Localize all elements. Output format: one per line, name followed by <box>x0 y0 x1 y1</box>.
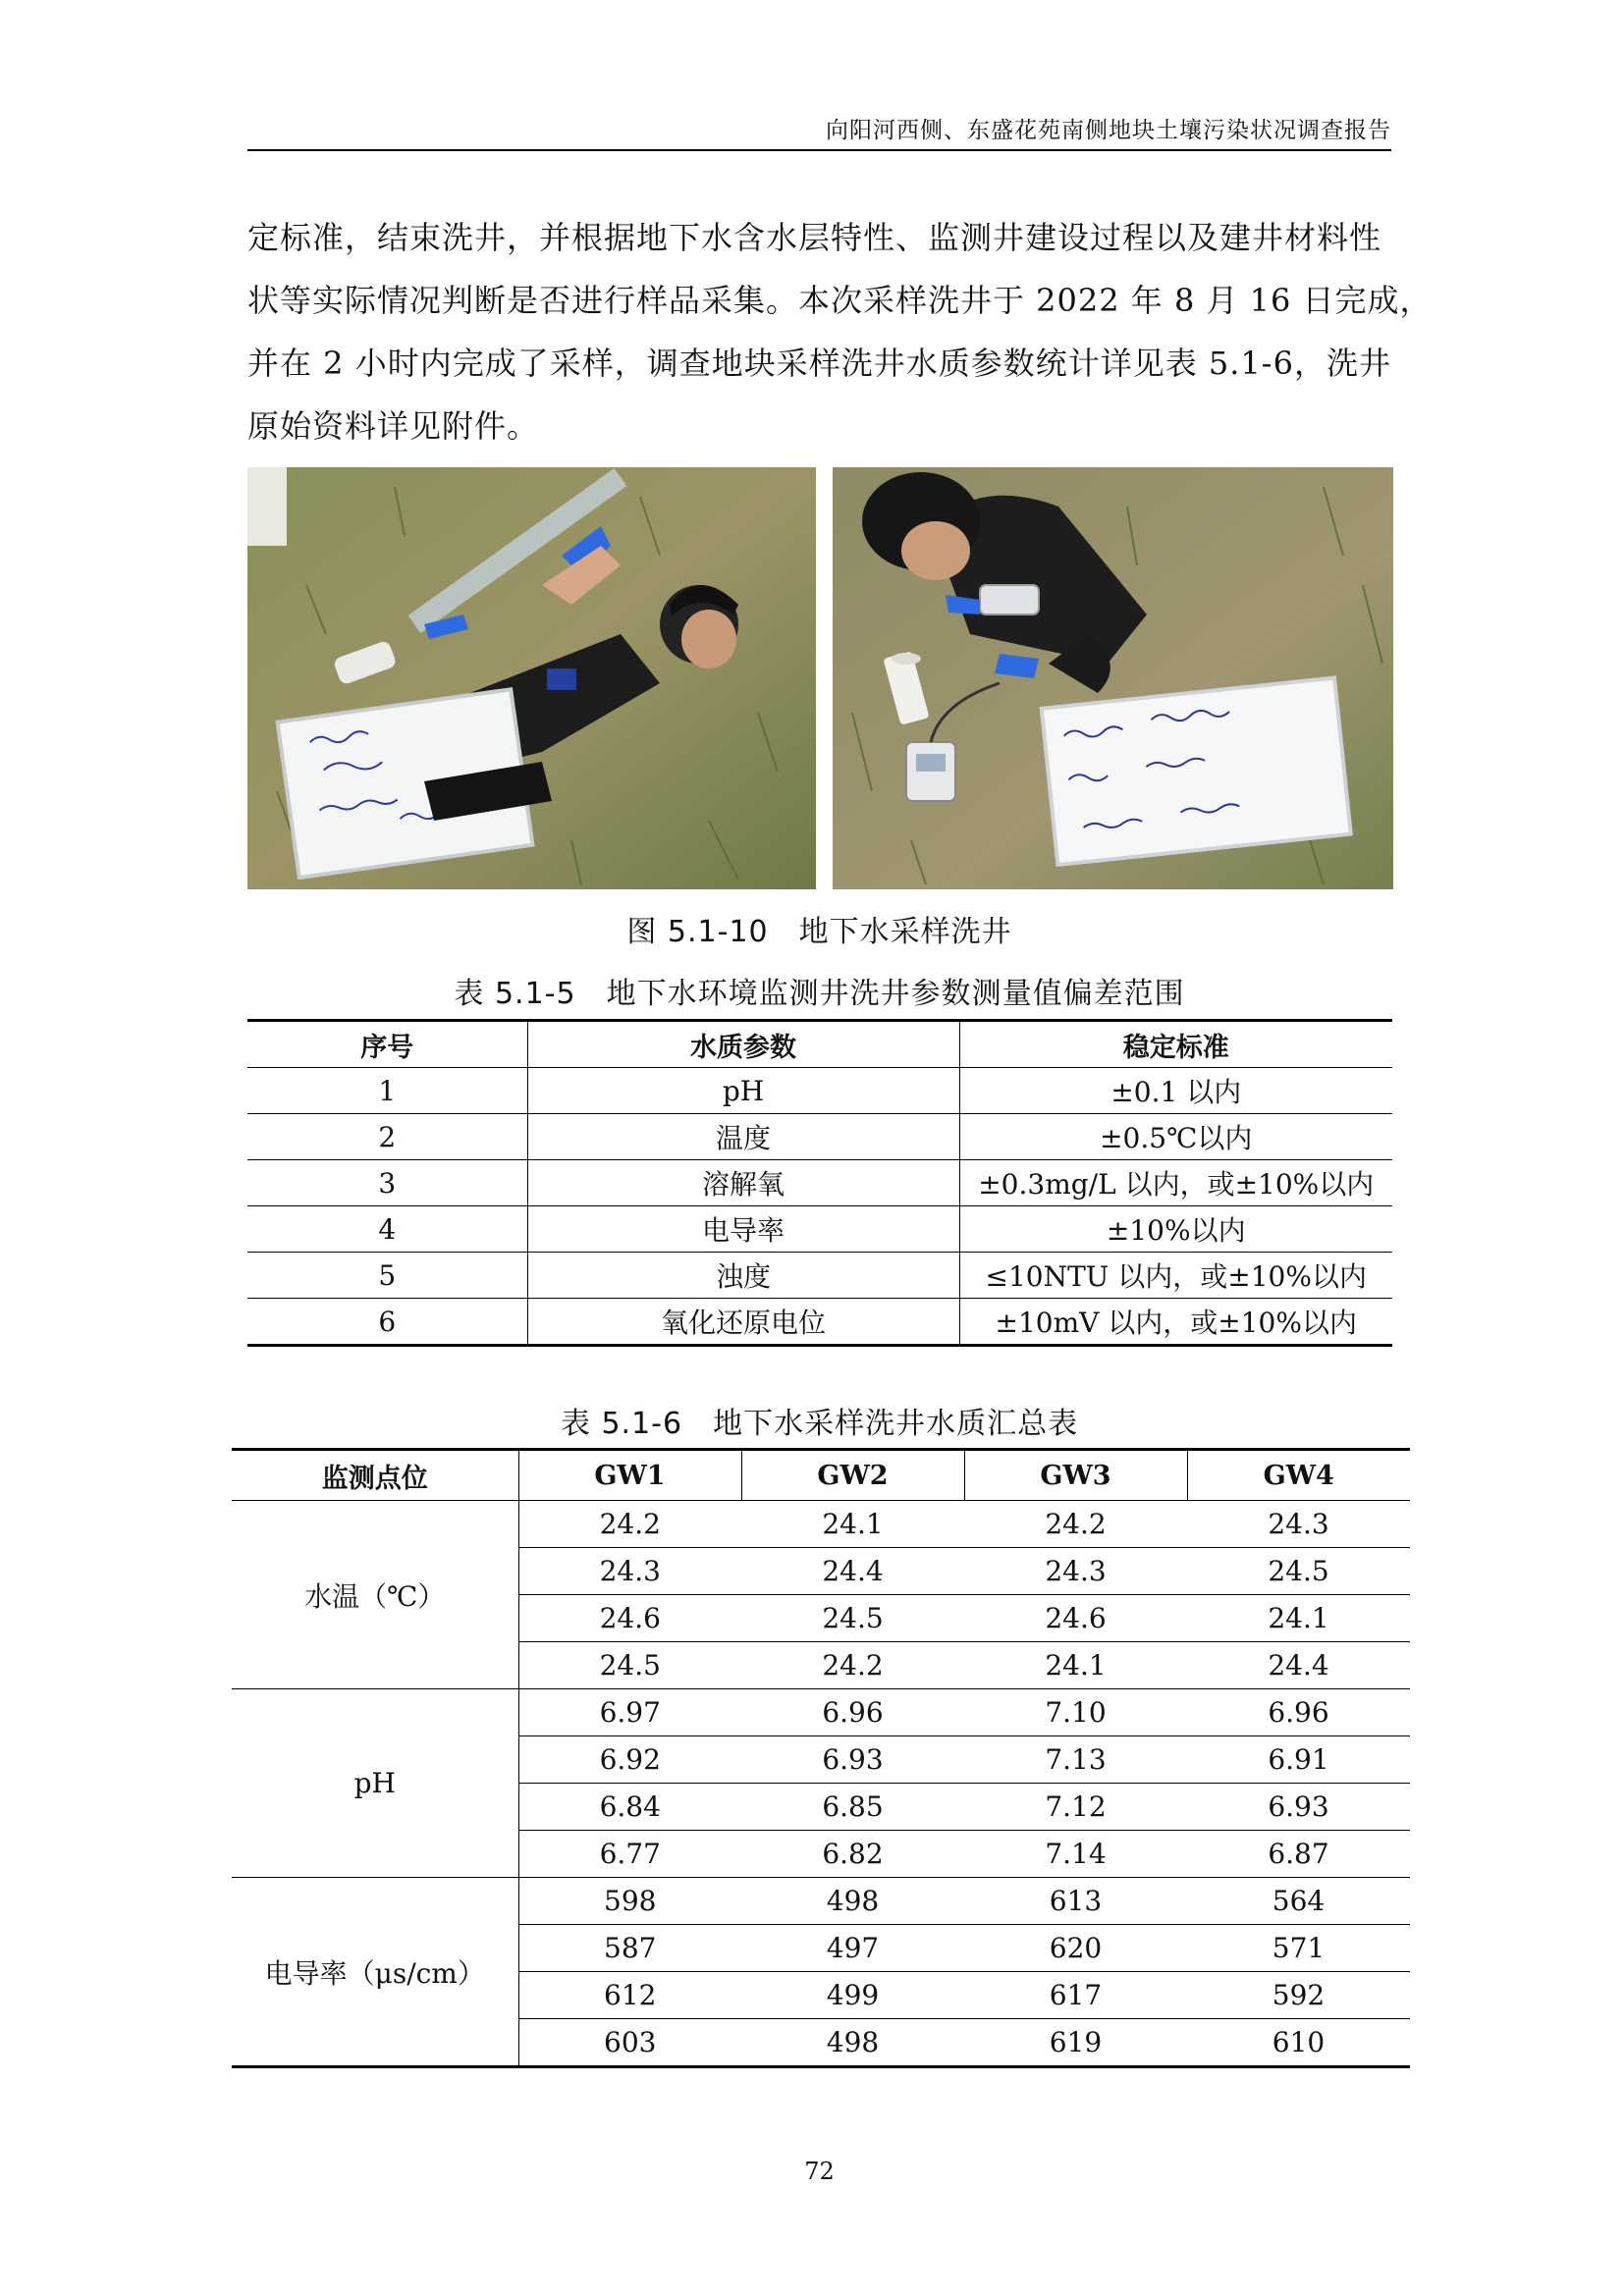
table-header-row <box>247 1021 1392 1068</box>
group-label-ph: pH <box>232 1689 518 1878</box>
table-cell: 3 <box>247 1160 527 1206</box>
table-cell: ±0.1 以内 <box>959 1068 1392 1114</box>
table-cell: 24.2 <box>741 1642 964 1689</box>
group-label-water-temperature: 水温（℃） <box>232 1501 518 1689</box>
table-cell: 24.2 <box>518 1501 741 1548</box>
header-cell: 水质参数 <box>527 1021 959 1068</box>
table-cell: 587 <box>518 1925 741 1972</box>
paragraph-line: 状等实际情况判断是否进行样品采集。本次采样洗井于 2022 年 8 月 16 日完成， <box>247 282 1433 319</box>
table-cell: 4 <box>247 1206 527 1253</box>
table-cell: 24.3 <box>1187 1501 1410 1548</box>
table-cell: 6.97 <box>518 1689 741 1736</box>
table-cell: 24.3 <box>964 1548 1187 1595</box>
table-header-row <box>232 1450 1410 1501</box>
field-photo-water-sampling <box>833 467 1393 889</box>
table-cell: 1 <box>247 1068 527 1114</box>
table-cell: 24.6 <box>518 1595 741 1642</box>
header-cell: GW4 <box>1187 1450 1410 1501</box>
table-cell: 592 <box>1187 1972 1410 2019</box>
table-cell: 603 <box>518 2019 741 2067</box>
table-cell: 温度 <box>527 1114 959 1160</box>
table-cell: 电导率 <box>527 1206 959 1253</box>
table-5-caption: 表 5.1-5 地下水环境监测井洗井参数测量值偏差范围 <box>454 977 1185 1011</box>
table-cell: 7.13 <box>964 1736 1187 1784</box>
table-cell: 6.93 <box>741 1736 964 1784</box>
header-cell: GW1 <box>518 1450 741 1501</box>
table-cell: 6.87 <box>1187 1831 1410 1878</box>
header-cell: GW3 <box>964 1450 1187 1501</box>
table-cell: 24.1 <box>964 1642 1187 1689</box>
table-cell: 610 <box>1187 2019 1410 2067</box>
header-divider <box>247 149 1391 151</box>
body-paragraph <box>247 206 1433 457</box>
table-cell: 溶解氧 <box>527 1160 959 1206</box>
table-row <box>247 1114 1392 1160</box>
table-cell: ±0.3mg/L 以内，或±10%以内 <box>959 1160 1392 1206</box>
table-row <box>247 1206 1392 1253</box>
table-cell: 6.96 <box>1187 1689 1410 1736</box>
table-row <box>247 1253 1392 1299</box>
table-cell: 24.3 <box>518 1548 741 1595</box>
document-header: 向阳河西侧、东盛花苑南侧地块土壤污染状况调查报告 <box>826 118 1391 143</box>
table-cell: 7.14 <box>964 1831 1187 1878</box>
group-label-conductivity: 电导率（μs/cm） <box>232 1878 518 2067</box>
table-cell: 498 <box>741 2019 964 2067</box>
table-cell: 499 <box>741 1972 964 2019</box>
table-cell: 6.82 <box>741 1831 964 1878</box>
table-cell: 24.1 <box>741 1501 964 1548</box>
figure-caption: 图 5.1-10 地下水采样洗井 <box>626 915 1012 949</box>
table-cell: 6.93 <box>1187 1784 1410 1831</box>
table-cell: 2 <box>247 1114 527 1160</box>
header-cell: 稳定标准 <box>959 1021 1392 1068</box>
table-cell: 6.91 <box>1187 1736 1410 1784</box>
table-cell: 6 <box>247 1299 527 1346</box>
table-row <box>232 1878 1410 1925</box>
table-cell: 5 <box>247 1253 527 1299</box>
table-cell: 浊度 <box>527 1253 959 1299</box>
table-cell: 24.6 <box>964 1595 1187 1642</box>
table-cell: 498 <box>741 1878 964 1925</box>
table-row <box>232 1689 1410 1736</box>
table-cell: ±10mV 以内，或±10%以内 <box>959 1299 1392 1346</box>
table-cell: 氧化还原电位 <box>527 1299 959 1346</box>
header-cell: GW2 <box>741 1450 964 1501</box>
table-cell: 24.1 <box>1187 1595 1410 1642</box>
well-purging-deviation-table <box>247 1019 1392 1347</box>
table-cell: ±10%以内 <box>959 1206 1392 1253</box>
table-cell: 612 <box>518 1972 741 2019</box>
table-6-caption: 表 5.1-6 地下水采样洗井水质汇总表 <box>560 1407 1079 1441</box>
table-cell: 6.77 <box>518 1831 741 1878</box>
table-cell: 617 <box>964 1972 1187 2019</box>
table-cell: 613 <box>964 1878 1187 1925</box>
table-cell: 6.92 <box>518 1736 741 1784</box>
field-photo-well-purging <box>247 467 816 889</box>
table-cell: ±0.5℃以内 <box>959 1114 1392 1160</box>
table-cell: 24.4 <box>741 1548 964 1595</box>
table-row <box>247 1160 1392 1206</box>
table-cell: 620 <box>964 1925 1187 1972</box>
paragraph-line: 原始资料详见附件。 <box>247 407 540 445</box>
table-cell: 619 <box>964 2019 1187 2067</box>
table-cell: 24.2 <box>964 1501 1187 1548</box>
page-number: 72 <box>804 2158 835 2185</box>
table-cell: 24.4 <box>1187 1642 1410 1689</box>
water-quality-summary-table <box>232 1448 1410 2068</box>
table-cell: 24.5 <box>741 1595 964 1642</box>
paragraph-line: 定标准，结束洗井，并根据地下水含水层特性、监测井建设过程以及建井材料性 <box>247 219 1382 256</box>
table-cell: 571 <box>1187 1925 1410 1972</box>
table-cell: 564 <box>1187 1878 1410 1925</box>
table-cell: 598 <box>518 1878 741 1925</box>
table-cell: ≤10NTU 以内，或±10%以内 <box>959 1253 1392 1299</box>
table-cell: 6.84 <box>518 1784 741 1831</box>
table-cell: 24.5 <box>1187 1548 1410 1595</box>
table-cell: 497 <box>741 1925 964 1972</box>
table-row <box>247 1299 1392 1346</box>
table-row <box>247 1068 1392 1114</box>
table-cell: 24.5 <box>518 1642 741 1689</box>
header-cell: 序号 <box>247 1021 527 1068</box>
header-cell: 监测点位 <box>232 1450 518 1501</box>
table-cell: 7.12 <box>964 1784 1187 1831</box>
table-cell: 6.96 <box>741 1689 964 1736</box>
table-cell: 7.10 <box>964 1689 1187 1736</box>
table-row <box>232 1501 1410 1548</box>
table-cell: pH <box>527 1068 959 1114</box>
table-cell: 6.85 <box>741 1784 964 1831</box>
paragraph-line: 并在 2 小时内完成了采样，调查地块采样洗井水质参数统计详见表 5.1-6，洗井 <box>247 345 1391 382</box>
